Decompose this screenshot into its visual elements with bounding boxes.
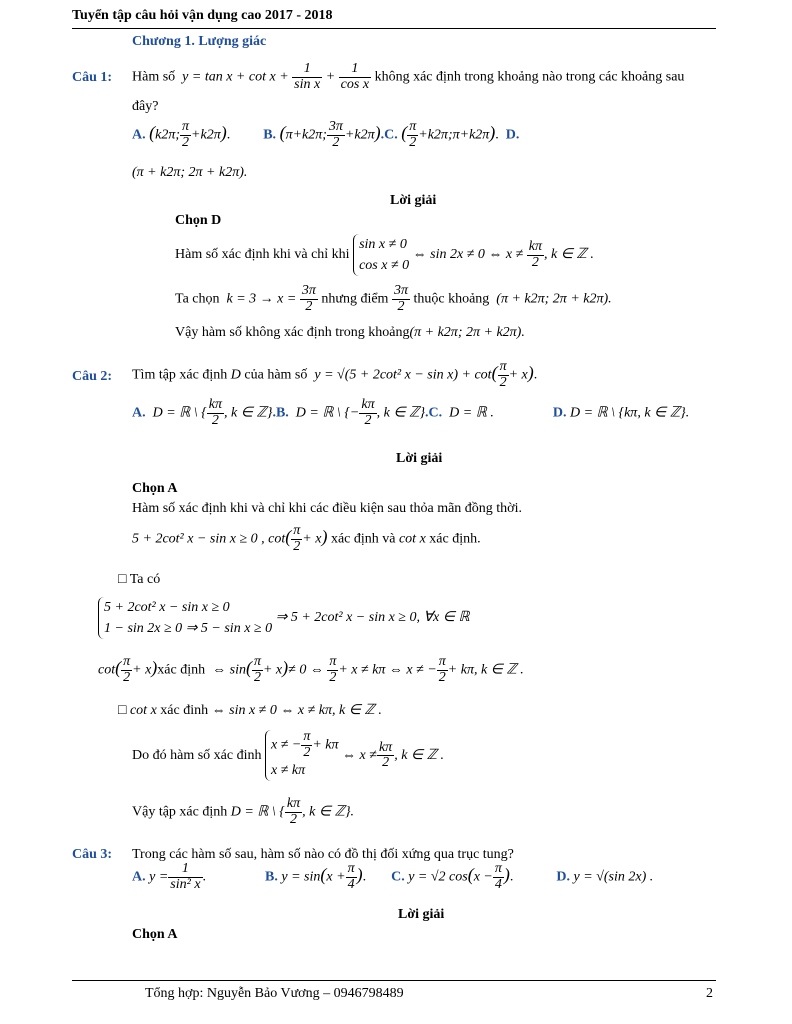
q2-solution-title: Lời giải [396, 451, 443, 466]
q1-solution-line2: Ta chọn k = 3 → x = $\frac{3\pi}{2}$ nhưng điểm $\frac{3\pi}{2}$ thuộc khoảng (π + k2π; 2π + k2π). [175, 283, 612, 314]
footer-rule [72, 980, 716, 981]
q3-label: Câu 3: [72, 847, 113, 862]
header-title: Tuyển tập câu hỏi vận dụng cao 2017 - 2018 [72, 8, 333, 23]
q2-statement: Tìm tập xác định D của hàm số y = √(5 + 2cot² x − sin x) + cot( $\frac{\pi}{2}$ + x). [132, 359, 538, 390]
q1-solution-line3: Vậy hàm số không xác định trong khoảng(π + k2π; 2π + k2π). [175, 325, 525, 340]
q1-solution-line1: Hàm số xác định khi và chỉ khi sin x ≠ 0 cos x ≠ 0 ⇔ sin 2x ≠ 0 ⇔ x ≠ $\frac{k\pi}{2}$ , k ∈ ℤ . [175, 234, 594, 276]
q3-options: A. y = $\frac{1}{\text{sin² x}}$ . B. y = sin(x + $\frac{\pi}{4}$ ). C. y = √2 cos(x − $\frac{\pi}{4}$ ). D. y = √(sin 2x) . [132, 861, 654, 892]
q2-choice: Chọn A [132, 481, 178, 496]
q2-solution-line1: Hàm số xác định khi và chỉ khi các điều kiện sau thỏa mãn đồng thời. [132, 501, 522, 516]
chapter-title: Chương 1. Lượng giác [132, 34, 267, 49]
q1-options: A. (k2π; $\frac{\pi}{2}$ +k2π). B. (π+k2π; $\frac{3\pi}{2}$ +k2π).C. ( $\frac{\pi}{2}$ +k2π;π+k2π). D. [132, 119, 520, 150]
q2-solution-line3: □ Ta có [118, 572, 161, 587]
header-rule [72, 28, 716, 29]
q1-label: Câu 1: [72, 70, 113, 85]
q2-solution-line7: Vậy tập xác định D = ℝ \ { $\frac{k\pi}{2}$ , k ∈ ℤ}. [132, 796, 355, 827]
q2-solution-line5: □ cot x xác đinh ⇔ sin x ≠ 0 ⇔ x ≠ kπ, k ∈ ℤ . [118, 703, 382, 718]
q3-solution-title: Lời giải [398, 907, 445, 922]
q3-choice: Chọn A [132, 927, 178, 942]
q2-solution-system1: 5 + 2cot² x − sin x ≥ 0 1 − sin 2x ≥ 0 ⇒ 5 − sin x ≥ 0 ⇒ 5 + 2cot² x − sin x ≥ 0, ∀x ∈ ℝ [98, 597, 470, 639]
q2-options: A. D = ℝ \ { $\frac{k\pi}{2}$ , k ∈ ℤ}.B. D = ℝ \ {− $\frac{k\pi}{2}$ , k ∈ ℤ}.C. D = ℝ . D. D = ℝ \ {kπ, k ∈ ℤ}. [132, 397, 690, 428]
q1-statement: Hàm số y = tan x + cot x + $\frac{1}{\text{sin x}}$ + $\frac{1}{\text{cos x}}$ không xác định trong khoảng nào trong các khoảng sau [132, 61, 685, 92]
q2-label: Câu 2: [72, 369, 113, 384]
q1-option-d: (π + k2π; 2π + k2π). [132, 165, 248, 180]
q1-choice: Chọn D [175, 213, 222, 228]
q1-statement-end: đây? [132, 99, 159, 114]
q2-solution-line6: Do đó hàm số xác đinh x ≠ − $\frac{\pi}{2}$ + kπ x ≠ kπ ⇔ x ≠ $\frac{k\pi}{2}$ , k ∈ ℤ . [132, 730, 444, 781]
q1-solution-title: Lời giải [390, 193, 437, 208]
q2-solution-line2: 5 + 2cot² x − sin x ≥ 0 , cot( $\frac{\pi}{2}$ + x) xác định và cot x xác định. [132, 523, 481, 554]
q2-solution-line4: cot( $\frac{\pi}{2}$ + x)xác định ⇔ sin( $\frac{\pi}{2}$ + x)≠ 0 ⇔ $\frac{\pi}{2}$ + x ≠ kπ ⇔ x ≠ − $\frac{\pi}{2}$ + kπ, k ∈ ℤ . [98, 654, 524, 685]
footer-author: Tổng hợp: Nguyễn Bảo Vương – 0946798489 [145, 986, 404, 1001]
q3-statement: Trong các hàm số sau, hàm số nào có đồ thị đối xứng qua trục tung? [132, 847, 514, 862]
page-number: 2 [706, 986, 713, 1001]
